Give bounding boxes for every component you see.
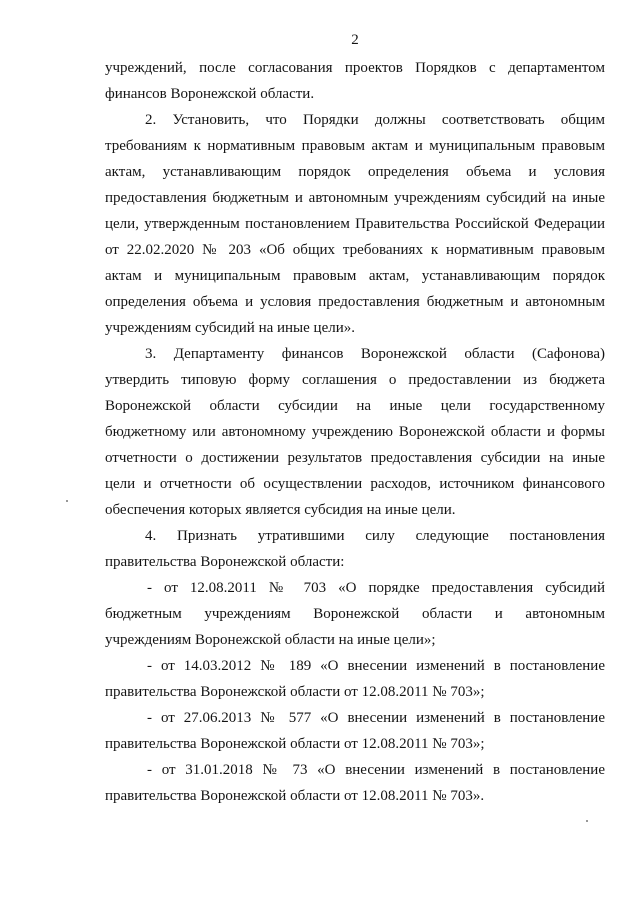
document-body (105, 55, 605, 809)
text-line: - от 27.06.2013 № 577 «О внесении изменений в постановление (147, 710, 605, 726)
text-line: обеспечения которых является субсидия на иные цели. (105, 502, 456, 518)
list-item-repeal-577 (105, 705, 605, 757)
text-line: правительства Воронежской области от 12.08.2011 № 703»; (105, 684, 485, 700)
text-line: 4. Признать утратившими силу следующие постановления (145, 528, 605, 544)
paragraph-item-2 (105, 107, 605, 341)
text-line: бюджетным учреждениям Воронежской области и автономным (105, 606, 605, 622)
paragraph-continuation (105, 55, 605, 107)
text-line: 3. Департаменту финансов Воронежской области (Сафонова) (145, 346, 605, 362)
text-line: цели, утвержденным постановлением Правительства Российской Федерации (105, 216, 605, 232)
text-line: требованиям к нормативным правовым актам и муниципальным правовым (105, 138, 605, 154)
list-item-repeal-703 (105, 575, 605, 653)
scan-speck (586, 820, 588, 822)
text-line: предоставления бюджетным и автономным учреждениям субсидий на иные (105, 190, 605, 206)
text-line: актам и муниципальным правовым актам, устанавливающим порядок (105, 268, 605, 284)
text-line: от 22.02.2020 № 203 «Об общих требованиях к нормативным правовым (105, 242, 605, 258)
text-line: учреждениям субсидий на иные цели». (105, 320, 355, 336)
text-line: актам, устанавливающим порядок определения объема и условия (105, 164, 605, 180)
text-line: правительства Воронежской области от 12.08.2011 № 703»; (105, 736, 485, 752)
text-line: 2. Установить, что Порядки должны соответствовать общим (145, 112, 605, 128)
text-line: учреждениям Воронежской области на иные цели»; (105, 632, 436, 648)
text-line: правительства Воронежской области: (105, 554, 345, 570)
paragraph-item-3 (105, 341, 605, 523)
list-item-repeal-189 (105, 653, 605, 705)
text-line: - от 12.08.2011 № 703 «О порядке предоставления субсидий (147, 580, 605, 596)
text-line: определения объема и условия предоставления бюджетным и автономным (105, 294, 605, 310)
text-line: отчетности о достижении результатов предоставления субсидии на иные (105, 450, 605, 466)
text-line: утвердить типовую форму соглашения о предоставлении из бюджета (105, 372, 605, 388)
list-item-repeal-73 (105, 757, 605, 809)
text-line: финансов Воронежской области. (105, 86, 315, 102)
page-number: 2 (351, 32, 359, 48)
text-line: цели и отчетности об осуществлении расходов, источником финансового (105, 476, 605, 492)
paragraph-item-4 (105, 523, 605, 575)
text-line: Воронежской области субсидии на иные цели государственному (105, 398, 605, 414)
text-line: бюджетному или автономному учреждению Воронежской области и формы (105, 424, 605, 440)
text-line: - от 31.01.2018 № 73 «О внесении изменений в постановление (147, 762, 605, 778)
text-line: - от 14.03.2012 № 189 «О внесении изменений в постановление (147, 658, 605, 674)
text-line: учреждений, после согласования проектов Порядков с департаментом (105, 60, 605, 76)
text-line: правительства Воронежской области от 12.08.2011 № 703». (105, 788, 485, 804)
scan-speck (66, 500, 68, 502)
